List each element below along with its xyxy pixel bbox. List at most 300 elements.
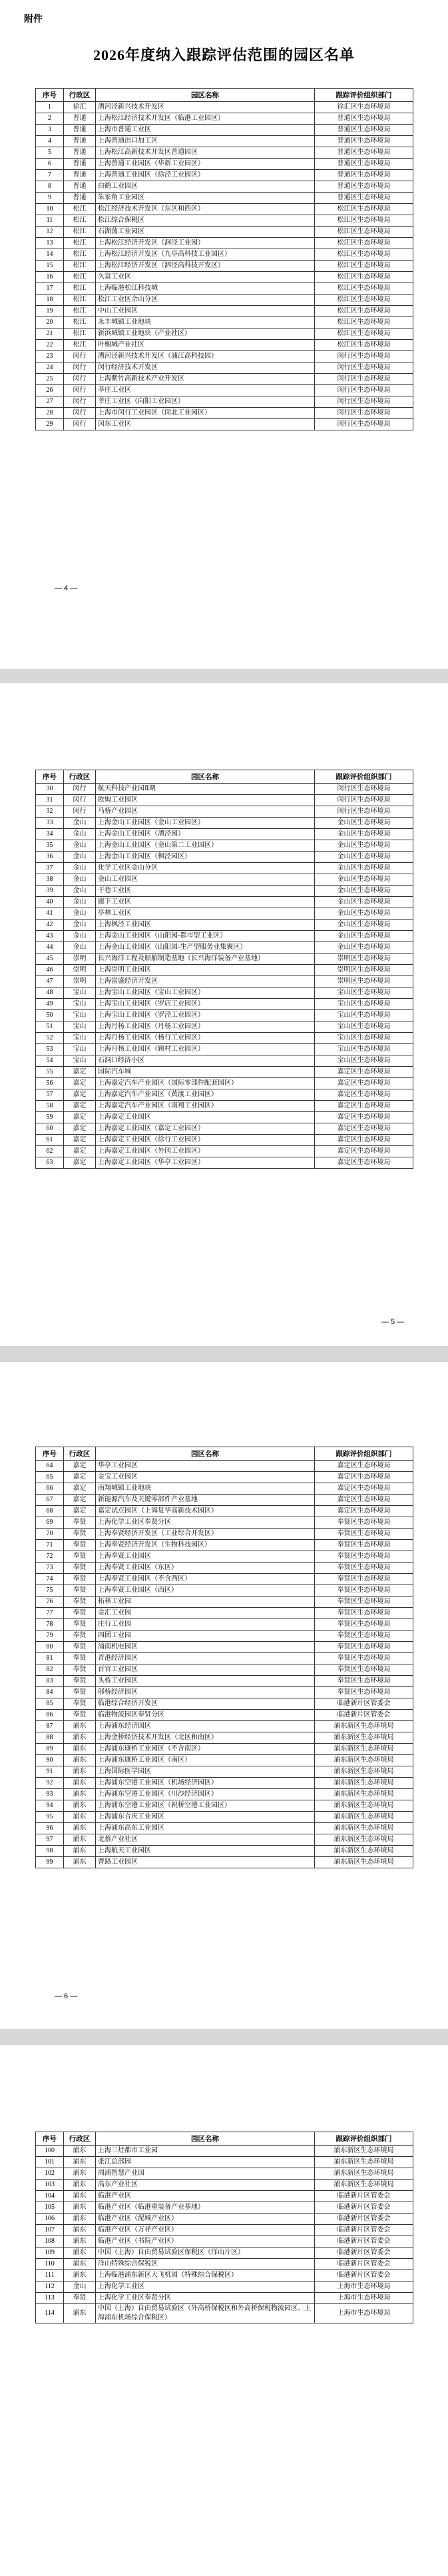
table-row: [36, 1597, 413, 1608]
table-row: [36, 102, 413, 113]
row-org: 松江区生态环境局: [315, 227, 413, 238]
row-org: 宝山区生态环境局: [315, 1021, 413, 1033]
row-park-name: 华亭工业园区: [96, 1461, 315, 1472]
row-index: 9: [36, 193, 64, 204]
row-index: 31: [36, 795, 64, 806]
row-org: 上海市生态环境局: [315, 2293, 413, 2304]
row-org: 嘉定区生态环境局: [315, 1157, 413, 1169]
document-title: 2026年度纳入跟踪评估范围的园区名单: [93, 47, 355, 63]
table-row: [36, 1067, 413, 1078]
row-park-name: 临港产业区（书院产业区）: [96, 2236, 315, 2248]
table-row: [36, 136, 413, 147]
row-park-name: 莘庄工业区（向阳工业园区）: [96, 396, 315, 408]
header-org: 跟踪评价组织部门: [315, 2132, 413, 2146]
row-district: 松江: [64, 249, 96, 261]
row-park-name: 洋山特殊综合保税区: [96, 2259, 315, 2270]
row-park-name: 上海月杨工业园区（顾村工业园区）: [96, 1044, 315, 1055]
row-park-name: 化学工业区金山分区: [96, 863, 315, 874]
table-row: [36, 1506, 413, 1517]
header-park-name: 园区名称: [96, 770, 315, 784]
row-index: 43: [36, 931, 64, 942]
row-district: 金山: [64, 942, 96, 954]
row-index: 49: [36, 999, 64, 1010]
row-org: 闵行区生态环境局: [315, 419, 413, 430]
row-park-name: 中山工业园区: [96, 306, 315, 317]
row-park-name: 国际汽车城: [96, 1067, 315, 1078]
row-district: 浦东: [64, 1846, 96, 1857]
table-header-row: [36, 770, 413, 784]
row-district: 闵行: [64, 408, 96, 419]
row-index: 104: [36, 2191, 64, 2202]
page-number: — 4 —: [55, 584, 78, 592]
row-park-name: 上海金山工业园区（枫泾园区）: [96, 852, 315, 863]
table-row: [36, 1461, 413, 1472]
row-org: 松江区生态环境局: [315, 238, 413, 249]
row-index: 79: [36, 1630, 64, 1642]
table-row: [36, 328, 413, 340]
row-district: 闵行: [64, 362, 96, 374]
row-district: 普通: [64, 113, 96, 125]
row-park-name: 临港产业区（万祥产业区）: [96, 2225, 315, 2236]
table-row: [36, 920, 413, 931]
row-district: 奉贤: [64, 1653, 96, 1664]
table-row: [36, 419, 413, 430]
row-org: 浦东新区生态环境局: [315, 1721, 413, 1732]
park-list-table: [35, 2132, 413, 2323]
table-row: [36, 1078, 413, 1089]
row-org: 浦东新区生态环境局: [315, 1846, 413, 1857]
row-index: 46: [36, 965, 64, 976]
row-org: 临港新片区管委会: [315, 1710, 413, 1721]
row-park-name: 廊下工业区: [96, 897, 315, 908]
row-park-name: 临港物流园区奉贤分区: [96, 1710, 315, 1721]
table-row: [36, 1857, 413, 1868]
row-park-name: 上海嘉定工业园区（嘉定工业园区）: [96, 1123, 315, 1135]
table-row: [36, 1529, 413, 1540]
header-park-name: 园区名称: [96, 1447, 315, 1461]
table-row: [36, 249, 413, 261]
row-org: 浦东新区生态环境局: [315, 2157, 413, 2168]
table-row: [36, 215, 413, 227]
row-park-name: 上海宝山工业园区（罗店工业园区）: [96, 999, 315, 1010]
table-header-row: [36, 2132, 413, 2146]
table-row: [36, 1823, 413, 1834]
row-index: 47: [36, 976, 64, 987]
row-park-name: 松江综合保税区: [96, 215, 315, 227]
row-district: 浦东: [64, 2180, 96, 2191]
page-number: — 5 —: [381, 1318, 405, 1326]
row-district: 浦东: [64, 2304, 96, 2323]
row-org: 松江区生态环境局: [315, 295, 413, 306]
row-district: 奉贤: [64, 1551, 96, 1563]
row-index: 35: [36, 840, 64, 852]
row-district: 闵行: [64, 806, 96, 818]
row-park-name: 上海化学工业区奉贤分区: [96, 1517, 315, 1529]
row-district: 松江: [64, 238, 96, 249]
row-district: 浦东: [64, 2168, 96, 2180]
table-row: [36, 351, 413, 362]
header-district: 行政区: [64, 1447, 96, 1461]
row-org: 松江区生态环境局: [315, 328, 413, 340]
row-district: 闵行: [64, 419, 96, 430]
table-row: [36, 1766, 413, 1778]
row-park-name: 上海月杨工业园区（杨行工业园区）: [96, 1033, 315, 1044]
table-row: [36, 1664, 413, 1676]
row-park-name: 漕河泾新兴技术开发区: [96, 102, 315, 113]
table-row: [36, 261, 413, 272]
table-row: [36, 1146, 413, 1157]
row-org: 普通区生态环境局: [315, 159, 413, 170]
row-index: 65: [36, 1472, 64, 1483]
row-district: 奉贤: [64, 2293, 96, 2304]
row-park-name: 中国（上海）自由贸易试验区（外高桥保税区和外高桥保税物流园区、上海浦东机场综合保税区）: [96, 2304, 315, 2323]
row-org: 奉贤区生态环境局: [315, 1630, 413, 1642]
row-index: 6: [36, 159, 64, 170]
row-park-name: 上海浦东空港工业园区（机场经济园区）: [96, 1778, 315, 1789]
table-row: [36, 954, 413, 965]
row-org: 松江区生态环境局: [315, 204, 413, 215]
header-index: 序号: [36, 1447, 64, 1461]
row-park-name: 上海浦东合庆工业园区: [96, 1812, 315, 1823]
document-page-1: [0, 0, 448, 669]
row-park-name: 上海松江经济开发区（洞泾工业园）: [96, 238, 315, 249]
table-row: [36, 238, 413, 249]
row-district: 奉贤: [64, 1642, 96, 1653]
row-org: 浦东新区生态环境局: [315, 2146, 413, 2157]
table-row: [36, 2270, 413, 2281]
row-org: 奉贤区生态环境局: [315, 1642, 413, 1653]
row-district: 松江: [64, 283, 96, 295]
row-index: 93: [36, 1789, 64, 1800]
row-org: 松江区生态环境局: [315, 272, 413, 283]
table-row: [36, 1574, 413, 1585]
row-index: 55: [36, 1067, 64, 1078]
row-org: 奉贤区生态环境局: [315, 1664, 413, 1676]
row-district: 金山: [64, 840, 96, 852]
header-index: 序号: [36, 770, 64, 784]
row-park-name: 上海紫竹高新技术产业开发区: [96, 374, 315, 385]
table-row: [36, 1563, 413, 1574]
table-row: [36, 193, 413, 204]
row-org: 崇明区生态环境局: [315, 954, 413, 965]
row-index: 61: [36, 1135, 64, 1146]
row-index: 59: [36, 1112, 64, 1123]
row-park-name: 张江总部园: [96, 2157, 315, 2168]
row-org: 奉贤区生态环境局: [315, 1676, 413, 1687]
row-park-name: 上海临港浦东新区大飞机园（特殊综合保税区）: [96, 2270, 315, 2281]
row-park-name: 石洞口经济小区: [96, 1055, 315, 1067]
row-park-name: 上海浦东经济园区: [96, 1721, 315, 1732]
row-index: 5: [36, 147, 64, 159]
row-park-name: 上海金山工业园区（金山第二工业园区）: [96, 840, 315, 852]
row-index: 32: [36, 806, 64, 818]
table-row: [36, 1744, 413, 1755]
row-index: 24: [36, 362, 64, 374]
row-park-name: 上海奉贤经济开发区（生物科技园区）: [96, 1540, 315, 1551]
row-org: 闵行区生态环境局: [315, 806, 413, 818]
row-park-name: 上海金山工业园区（山阳园-生产型服务业集聚区）: [96, 942, 315, 954]
row-index: 105: [36, 2202, 64, 2214]
row-org: 嘉定区生态环境局: [315, 1089, 413, 1101]
row-index: 36: [36, 852, 64, 863]
header-park-name: 园区名称: [96, 89, 315, 102]
document-page-4: [0, 2045, 448, 2576]
row-index: 85: [36, 1698, 64, 1710]
table-row: [36, 1157, 413, 1169]
row-park-name: 上海普通出口加工区: [96, 136, 315, 147]
table-row: [36, 125, 413, 136]
row-org: 嘉定区生态环境局: [315, 1506, 413, 1517]
row-org: 奉贤区生态环境局: [315, 1540, 413, 1551]
row-district: 金山: [64, 931, 96, 942]
table-row: [36, 931, 413, 942]
row-district: 金山: [64, 829, 96, 840]
row-park-name: 金宝工业园区: [96, 1472, 315, 1483]
table-row: [36, 818, 413, 829]
row-index: 3: [36, 125, 64, 136]
row-index: 78: [36, 1619, 64, 1630]
row-index: 53: [36, 1044, 64, 1055]
table-row: [36, 829, 413, 840]
table-row: [36, 1540, 413, 1551]
row-index: 10: [36, 204, 64, 215]
row-park-name: 欧姆工业园区: [96, 795, 315, 806]
row-index: 20: [36, 317, 64, 328]
header-org: 跟踪评价组织部门: [315, 770, 413, 784]
row-index: 19: [36, 306, 64, 317]
row-park-name: 上海宝山工业园区（罗泾工业园区）: [96, 1010, 315, 1021]
row-index: 34: [36, 829, 64, 840]
table-row: [36, 965, 413, 976]
table-row: [36, 1123, 413, 1135]
park-list-table: [35, 88, 413, 430]
row-org: 浦东新区生态环境局: [315, 1766, 413, 1778]
row-org: 金山区生态环境局: [315, 852, 413, 863]
row-district: 浦东: [64, 2225, 96, 2236]
row-district: 崇明: [64, 954, 96, 965]
row-index: 57: [36, 1089, 64, 1101]
row-district: 徐汇: [64, 102, 96, 113]
row-district: 奉贤: [64, 1630, 96, 1642]
row-district: 普通: [64, 193, 96, 204]
table-row: [36, 170, 413, 181]
row-park-name: 上海临港松江科技城: [96, 283, 315, 295]
row-park-name: 庄行工业园: [96, 1619, 315, 1630]
row-district: 浦东: [64, 2214, 96, 2225]
row-index: 87: [36, 1721, 64, 1732]
row-park-name: 上海奉贤工业园区（东区）: [96, 1563, 315, 1574]
row-park-name: 上海月杨工业园区（月杨工业园区）: [96, 1021, 315, 1033]
row-index: 23: [36, 351, 64, 362]
row-park-name: 上海普通工业园区（徐泾工业园区）: [96, 170, 315, 181]
row-park-name: 四团工业园: [96, 1630, 315, 1642]
row-park-name: 上海松江经济开发区（九亭高科技工业园区）: [96, 249, 315, 261]
row-index: 12: [36, 227, 64, 238]
row-org: 金山区生态环境局: [315, 908, 413, 920]
row-index: 58: [36, 1101, 64, 1112]
row-org: 上海市生态环境局: [315, 2281, 413, 2293]
row-park-name: 叶榭城产业社区: [96, 340, 315, 351]
row-index: 86: [36, 1710, 64, 1721]
table-row: [36, 2146, 413, 2157]
row-org: 嘉定区生态环境局: [315, 1078, 413, 1089]
row-park-name: 石湖荡工业园区: [96, 227, 315, 238]
row-org: 普通区生态环境局: [315, 147, 413, 159]
row-org: 宝山区生态环境局: [315, 1010, 413, 1021]
table-row: [36, 1630, 413, 1642]
row-index: 70: [36, 1529, 64, 1540]
row-index: 83: [36, 1676, 64, 1687]
row-org: 浦东新区生态环境局: [315, 1778, 413, 1789]
table-row: [36, 1653, 413, 1664]
row-park-name: 南翔城镇工业地块: [96, 1483, 315, 1495]
row-park-name: 上海嘉定汽车产业园区（国际零部件配套园区）: [96, 1078, 315, 1089]
table-row: [36, 1789, 413, 1800]
row-org: 奉贤区生态环境局: [315, 1551, 413, 1563]
table-row: [36, 863, 413, 874]
row-park-name: 上海嘉定汽车产业园区（黄渡工业园区）: [96, 1089, 315, 1101]
row-org: 嘉定区生态环境局: [315, 1101, 413, 1112]
row-district: 普通: [64, 136, 96, 147]
table-row: [36, 1101, 413, 1112]
row-index: 14: [36, 249, 64, 261]
table-row: [36, 1483, 413, 1495]
table-row: [36, 1044, 413, 1055]
row-index: 11: [36, 215, 64, 227]
row-org: 奉贤区生态环境局: [315, 1608, 413, 1619]
annex-label: 附件: [24, 13, 43, 24]
header-district: 行政区: [64, 2132, 96, 2146]
row-district: 宝山: [64, 999, 96, 1010]
table-row: [36, 784, 413, 795]
table-row: [36, 181, 413, 193]
row-park-name: 闵行经济技术开发区: [96, 362, 315, 374]
row-park-name: 上海化学工业区奉贤分区: [96, 2293, 315, 2304]
row-org: 嘉定区生态环境局: [315, 1495, 413, 1506]
row-org: 临港新片区管委会: [315, 2191, 413, 2202]
table-row: [36, 2157, 413, 2168]
table-row: [36, 306, 413, 317]
row-park-name: 金汇工业园: [96, 1608, 315, 1619]
row-org: 闵行区生态环境局: [315, 408, 413, 419]
row-index: 69: [36, 1517, 64, 1529]
row-district: 浦东: [64, 1755, 96, 1766]
row-district: 奉贤: [64, 1517, 96, 1529]
table-row: [36, 852, 413, 863]
row-park-name: 长兴海洋工程及船舶制造基地（长兴海洋装备产业基地）: [96, 954, 315, 965]
row-district: 闵行: [64, 795, 96, 806]
row-index: 91: [36, 1766, 64, 1778]
table-row: [36, 987, 413, 999]
row-org: 闵行区生态环境局: [315, 351, 413, 362]
row-district: 普通: [64, 159, 96, 170]
table-row: [36, 272, 413, 283]
row-org: 金山区生态环境局: [315, 931, 413, 942]
row-org: 宝山区生态环境局: [315, 1044, 413, 1055]
row-district: 金山: [64, 886, 96, 897]
row-park-name: 上海嘉定工业园区（外冈工业园区）: [96, 1146, 315, 1157]
row-district: 宝山: [64, 1021, 96, 1033]
header-org: 跟踪评价组织部门: [315, 1447, 413, 1461]
row-org: 嘉定区生态环境局: [315, 1146, 413, 1157]
row-district: 松江: [64, 317, 96, 328]
row-index: 29: [36, 419, 64, 430]
row-org: 闵行区生态环境局: [315, 374, 413, 385]
table-row: [36, 840, 413, 852]
table-row: [36, 204, 413, 215]
row-index: 94: [36, 1800, 64, 1812]
table-row: [36, 1551, 413, 1563]
row-index: 80: [36, 1642, 64, 1653]
row-park-name: 上海航天工业园区: [96, 1846, 315, 1857]
row-index: 100: [36, 2146, 64, 2157]
row-org: 松江区生态环境局: [315, 317, 413, 328]
table-row: [36, 1112, 413, 1123]
row-org: 临港新片区管委会: [315, 2202, 413, 2214]
row-index: 67: [36, 1495, 64, 1506]
row-district: 普通: [64, 170, 96, 181]
row-index: 68: [36, 1506, 64, 1517]
row-park-name: 上海三灶都市工业园: [96, 2146, 315, 2157]
row-park-name: 上海浦东康桥工业园区（不含南区）: [96, 1744, 315, 1755]
row-district: 嘉定: [64, 1472, 96, 1483]
table-row: [36, 1812, 413, 1823]
row-org: 普通区生态环境局: [315, 113, 413, 125]
row-index: 72: [36, 1551, 64, 1563]
row-org: 闵行区生态环境局: [315, 362, 413, 374]
row-park-name: 新能源汽车及关键零部件产业基地: [96, 1495, 315, 1506]
table-row: [36, 1721, 413, 1732]
table-row: [36, 283, 413, 295]
row-district: 松江: [64, 215, 96, 227]
row-park-name: 漕河泾新兴技术开发区（浦江高科技园）: [96, 351, 315, 362]
row-district: 浦东: [64, 2236, 96, 2248]
table-row: [36, 1778, 413, 1789]
row-district: 闵行: [64, 385, 96, 396]
table-row: [36, 1055, 413, 1067]
header-org: 跟踪评价组织部门: [315, 89, 413, 102]
row-district: 松江: [64, 328, 96, 340]
row-org: 奉贤区生态环境局: [315, 1597, 413, 1608]
row-org: 金山区生态环境局: [315, 863, 413, 874]
row-index: 96: [36, 1823, 64, 1834]
row-index: 28: [36, 408, 64, 419]
row-district: 宝山: [64, 1044, 96, 1055]
row-org: 奉贤区生态环境局: [315, 1653, 413, 1664]
row-district: 金山: [64, 852, 96, 863]
table-row: [36, 2191, 413, 2202]
row-index: 40: [36, 897, 64, 908]
row-district: 松江: [64, 306, 96, 317]
row-district: 奉贤: [64, 1574, 96, 1585]
document-page-3: [0, 1362, 448, 2029]
row-park-name: 亭林工业区: [96, 908, 315, 920]
row-org: 奉贤区生态环境局: [315, 1574, 413, 1585]
row-park-name: 青港经济园区: [96, 1653, 315, 1664]
row-district: 浦东: [64, 2270, 96, 2281]
row-district: 嘉定: [64, 1112, 96, 1123]
row-index: 92: [36, 1778, 64, 1789]
row-district: 浦东: [64, 1800, 96, 1812]
row-district: 松江: [64, 340, 96, 351]
row-district: 奉贤: [64, 1698, 96, 1710]
row-park-name: 头桥工业园区: [96, 1676, 315, 1687]
table-row: [36, 2214, 413, 2225]
row-park-name: 高东产业社区: [96, 2180, 315, 2191]
row-org: 松江区生态环境局: [315, 306, 413, 317]
row-org: 金山区生态环境局: [315, 897, 413, 908]
row-park-name: 上海枫泾工业园区: [96, 920, 315, 931]
